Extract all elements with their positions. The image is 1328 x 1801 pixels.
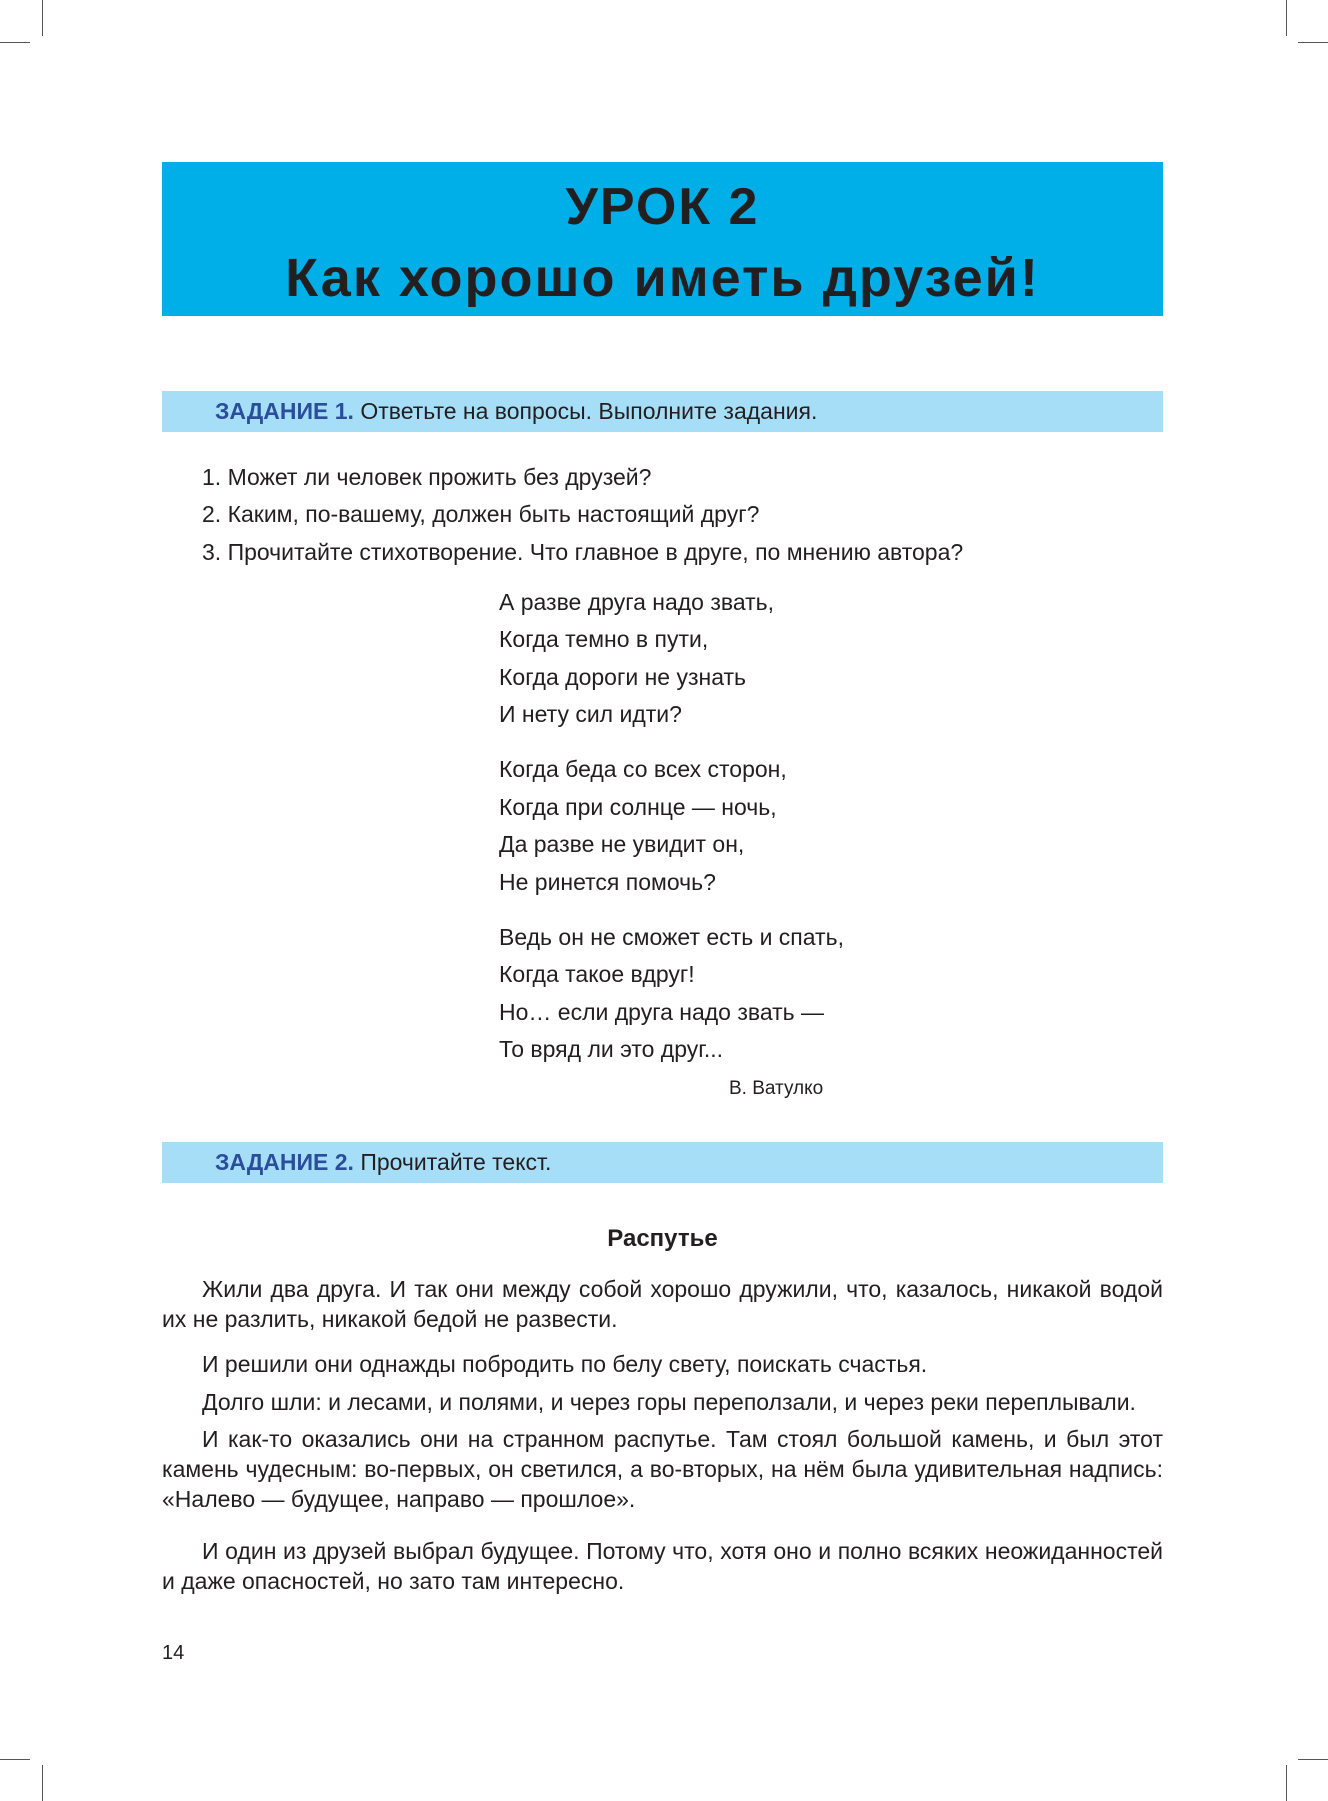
poem-line: А разве друга надо звать, <box>499 589 775 615</box>
task-1-header <box>162 391 1163 432</box>
question-item: 1. Может ли человек прожить без друзей? <box>202 464 652 490</box>
poem-line: Ведь он не сможет есть и спать, <box>499 924 844 950</box>
page-number: 14 <box>162 1642 185 1664</box>
poem-line: Когда темно в пути, <box>499 626 709 652</box>
question-item: 3. Прочитайте стихотворение. Что главное в друге, по мнению автора? <box>202 539 964 565</box>
story-paragraph: И как-то оказались они на странном распутье. Там стоял большой камень, и был этот камень чудесным: во-первых, он светился, а во-вторых, на нём была удивительная надпись: «Налево — будущее, направо — прошлое». <box>162 1426 1163 1512</box>
crop-mark <box>1286 1765 1287 1801</box>
task-1-instruction: Ответьте на вопросы. Выполните задания. <box>360 398 818 424</box>
poem-line: Когда при солнце — ночь, <box>499 794 777 820</box>
crop-mark <box>42 1765 43 1801</box>
poem-line: Когда такое вдруг! <box>499 961 695 987</box>
story-paragraph: И один из друзей выбрал будущее. Потому что, хотя оно и полно всяких неожиданностей и даже опасностей, но зато там интересно. <box>162 1538 1163 1594</box>
story-paragraph: Жили два друга. И так они между собой хорошо дружили, что, казалось, никакой водой их не разлить, никакой бедой не развести. <box>162 1276 1163 1332</box>
crop-mark <box>1298 42 1328 43</box>
crop-mark <box>42 0 43 36</box>
task-2-instruction: Прочитайте текст. <box>360 1149 552 1175</box>
crop-mark <box>1298 1759 1328 1760</box>
poem-line: Когда дороги не узнать <box>499 664 747 690</box>
crop-mark <box>0 1759 30 1760</box>
story-paragraph: И решили они однажды побродить по белу свету, поискать счастья. <box>202 1351 928 1377</box>
lesson-number: УРОК 2 <box>565 178 760 236</box>
lesson-title: Как хорошо иметь друзей! <box>285 248 1040 308</box>
crop-mark <box>0 42 30 43</box>
story-paragraph: Долго шли: и лесами, и полями, и через горы переползали, и через реки переплывали. <box>202 1389 1136 1415</box>
question-item: 2. Каким, по-вашему, должен быть настоящий друг? <box>202 501 760 527</box>
poem-line: То вряд ли это друг... <box>499 1036 724 1062</box>
poem-line: Но… если друга надо звать — <box>499 999 825 1025</box>
lesson-banner <box>162 162 1163 316</box>
task-2-label: ЗАДАНИЕ 2. <box>215 1149 354 1175</box>
poem-author: В. Ватулко <box>729 1078 824 1099</box>
poem-line: Когда беда со всех сторон, <box>499 756 787 782</box>
crop-mark <box>1286 0 1287 36</box>
poem-line: Не ринется помочь? <box>499 869 716 895</box>
poem-line: Да разве не увидит он, <box>499 831 745 857</box>
story-title: Распутье <box>607 1225 718 1252</box>
poem-line: И нету сил идти? <box>499 701 682 727</box>
task-1-label: ЗАДАНИЕ 1. <box>215 398 354 424</box>
task-2-header <box>162 1142 1163 1183</box>
